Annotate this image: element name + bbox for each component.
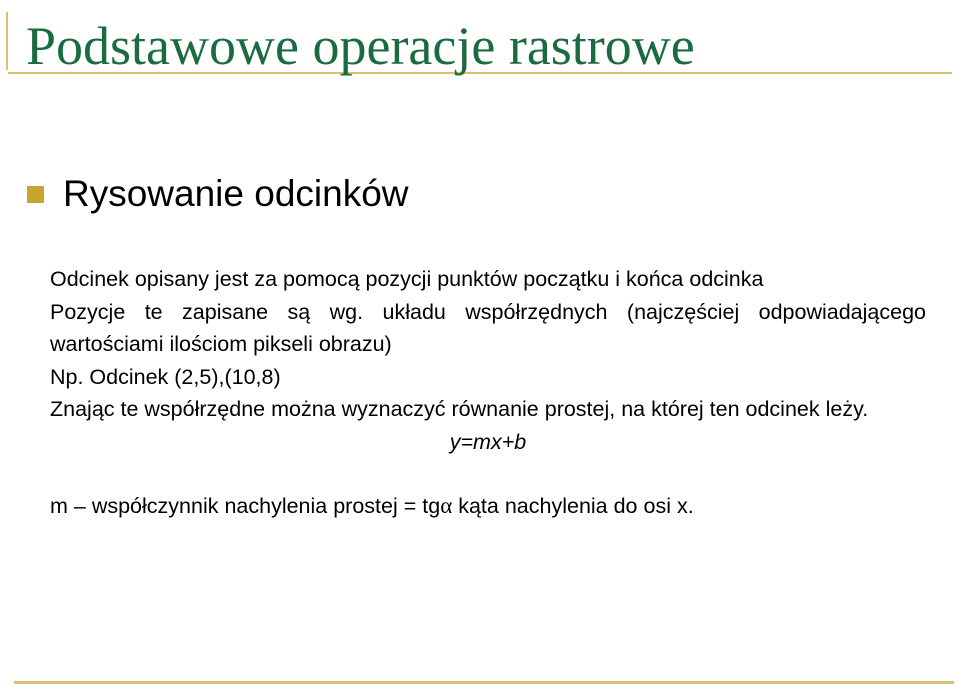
slope-definition-suffix: kąta nachylenia do osi x.: [452, 494, 694, 518]
line-equation: y=mx+b: [449, 429, 527, 454]
slope-definition: [50, 490, 926, 523]
bottom-decorative-rule: [14, 681, 954, 684]
body-line-1: Odcinek opisany jest za pomocą pozycji punktów początku i końca odcinka: [50, 267, 764, 291]
body-line-2: Pozycje te zapisane są wg. układu współrzędnych (najczęściej odpowiadającego wartościami ilościom pikseli obrazu): [50, 299, 926, 356]
slide-body: [50, 263, 926, 523]
square-bullet-icon: [27, 186, 44, 203]
body-line-4: Znając te współrzędne można wyznaczyć równanie prostej, na której ten odcinek leży.: [50, 397, 869, 421]
section-heading: Rysowanie odcinków: [63, 173, 409, 214]
alpha-symbol: α: [440, 493, 453, 518]
left-decorative-rule: [6, 12, 8, 70]
body-spacer: [50, 458, 926, 490]
slide-title: Podstawowe operacje rastrowe: [26, 16, 695, 76]
slope-definition-prefix: m – współczynnik nachylenia prostej = tg: [50, 494, 441, 518]
body-line-3: Np. Odcinek (2,5),(10,8): [50, 364, 281, 389]
